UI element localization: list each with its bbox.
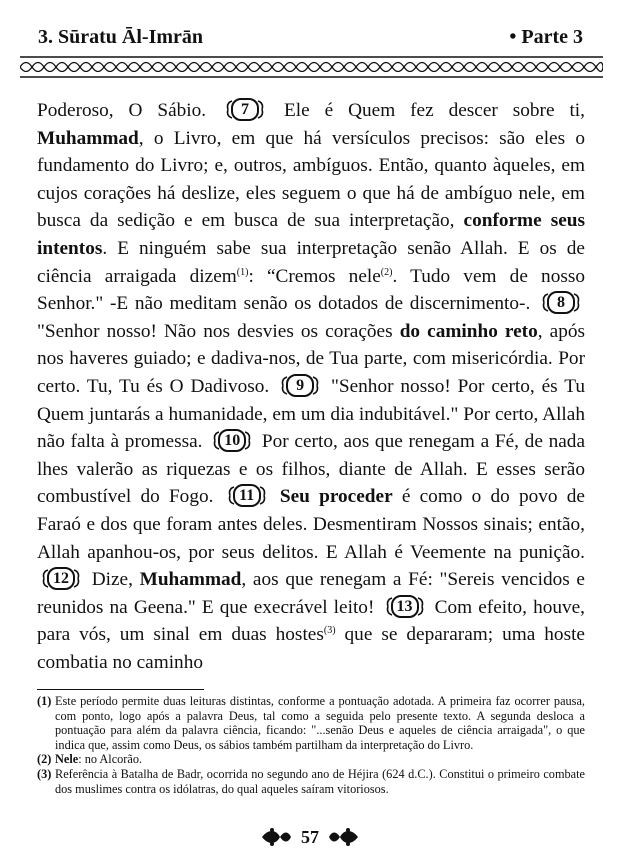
footnote-divider (37, 689, 204, 690)
emphasis: Muhammad (37, 127, 139, 149)
verse-number-10: 10 (213, 428, 251, 453)
emphasis: Seu proceder (279, 486, 393, 508)
footnote-1: (1) Este período permite duas leituras distintas, conforme a pontuação adotada. A primeira faz ocorrer pausa, com ponto, logo após a palavra Deus, tal como a seguida pelo presente texto. A segunda desloca a pontuação para além da palavra ciência, ficando: "...senão Deus e aqueles de ciência arraigada", o que indica que, assim como Deus, os sábios também partilham da interpretação do Livro. (37, 694, 585, 752)
ornamental-border (20, 56, 603, 78)
verse-number-11: 11 (228, 483, 266, 508)
verse-number-8: 8 (542, 290, 580, 315)
part-label: • Parte 3 (509, 26, 583, 48)
footnote-3: (3) Referência à Batalha de Badr, ocorrida no segundo ano de Héjira (624 d.C.). Constitui o primeiro combate dos muslimes contra os idólatras, do qual aqueles saíram vitoriosos. (37, 766, 585, 796)
verse-number-7: 7 (226, 97, 264, 122)
verse-number-9: 9 (281, 373, 319, 398)
emphasis: conforme seus intentos (37, 210, 585, 259)
surah-title: 3. Sūratu Āl-Imrān (38, 26, 204, 48)
footnote-ref-3: (3) (323, 625, 336, 637)
footnotes (37, 694, 585, 796)
emphasis: Muhammad (139, 569, 242, 591)
footnote-ref-1: (1) (236, 266, 249, 278)
page-number: 57 (258, 825, 362, 849)
footnote-2: (2) Nele: no Alcorão. (37, 752, 143, 767)
verse-number-12: 12 (42, 566, 80, 591)
footnote-ref-2: (2) (380, 266, 393, 278)
verse-text: Poderoso, O Sábio. 7 Ele é Quem fez descer sobre ti, Muhammad, o Livro, em que há versículos precisos: são eles o fundamento do Livro; e, outros, ambíguos. Então, quanto àqueles, em cujos corações há deslize, eles seguem o que há de ambíguo nele, em busca da sedição e em busca de sua interpretação, conforme seus intentos. E ninguém sabe sua interpretação senão Allah. E os de ciência arraigada dizem$^{(1)}$: “Cremos nele$^{(2)}$. Tudo vem de nosso Senhor." -E não meditam senão os dotados de discernimento-. 8 "Senhor nosso! Não nos desvies os corações do caminho reto, após nos haveres guiado; e dadiva-nos, de Tua parte, com misericórdia. Por certo. Tu, Tu és O Dadivoso. 9 "Senhor nosso! Por certo, és Tu Quem juntarás a humanidade, em um dia indubitável." Por certo, Allah não falta à promessa. 10 Por certo, aos que renegam a Fé, de nada lhes valerão as riquezas e os filhos, diante de Allah. E esses serão combustível do Fogo. 11 Seu proceder é como o do povo de Faraó e dos que foram antes deles. Desmentiram Nossos sinais; então, Allah apanhou-os, por seus delitos. E Allah é Veemente na punição. 12 Dize, Muhammad, aos que renegam a Fé: "Sereis vencidos e reunidos na Geena." E que execrável leito! 13 Com efeito, houve, para vós, um sinal em duas hostes$^{(3)}$ que se depararam; uma hoste combatia no caminho (37, 97, 585, 676)
page-header (38, 26, 583, 50)
emphasis: do caminho reto (399, 320, 538, 342)
verse-number-13: 13 (386, 594, 424, 619)
